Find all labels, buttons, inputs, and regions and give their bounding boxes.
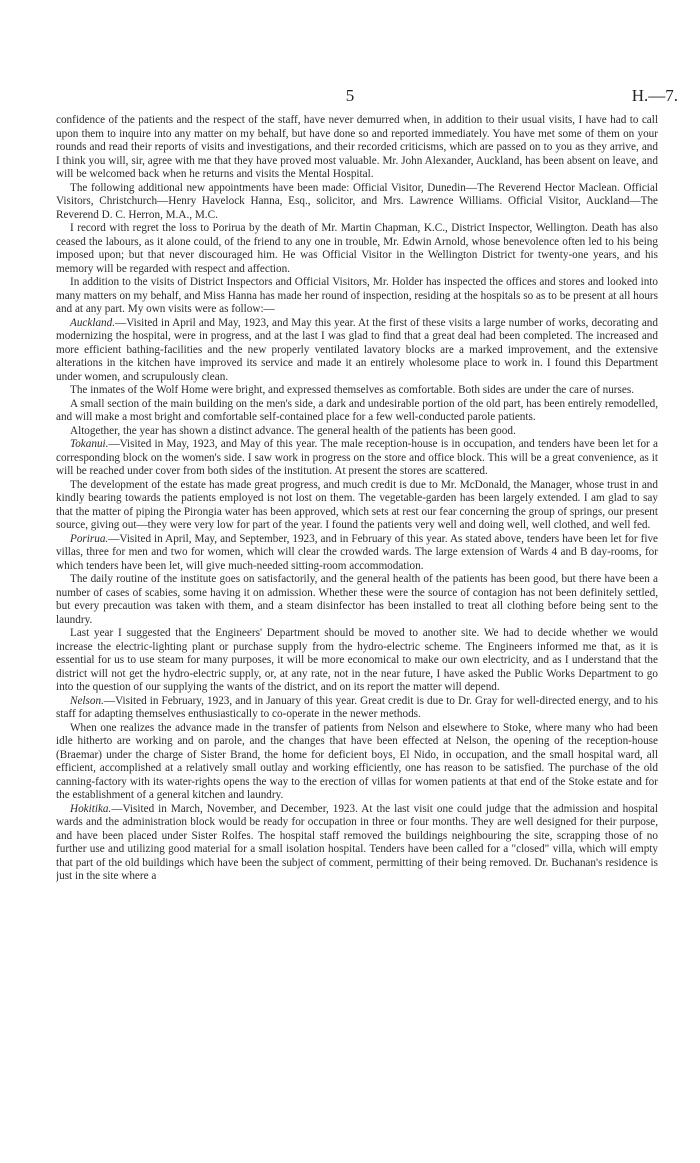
paragraph [56, 276, 658, 317]
paragraph-text: A small section of the main building on the men's side, a dark and undesirable portion of the old part, has been entirely remodelled, and will make a most bright and comfortable self-contained place for a few well-conducted parole patients. [56, 397, 658, 423]
paragraph [56, 695, 658, 722]
paragraph-text: The development of the estate has made great progress, and much credit is due to Mr. McDonald, the Manager, whose trust in and kindly bearing towards the patients employed is not lost on them. The vegetable-garden has been largely extended. I am glad to say that the matter of piping the Pirongia water has been approved, which sets at rest our fear concerning the group of springs, our present source, giving out—they were very low for part of the year. I found the patients very well and doing well, well clothed, and well fed. [56, 478, 658, 531]
paragraph-text: —Visited in May, 1923, and May of this year. The male reception-house is in occupation, and tenders have been let for a corresponding block on the women's side. I saw work in progress on the store and office block. This will be a great convenience, as it will be reached under cover from both sides of the institution. At present the stores are scattered. [56, 438, 658, 477]
paragraph-text: The inmates of the Wolf Home were bright, and expressed themselves as comfortable. Both sides are under the care of nurses. [70, 384, 634, 396]
paragraph [56, 398, 658, 425]
paragraph [56, 222, 658, 276]
section-heading: Auckland. [70, 316, 116, 329]
section-heading: Porirua. [70, 532, 109, 545]
paragraph [56, 479, 658, 533]
document-reference: H.—7. [631, 86, 678, 105]
section-heading: Hokitika. [70, 802, 112, 815]
paragraph [56, 384, 658, 398]
paragraph-text: Altogether, the year has shown a distinct advance. The general health of the patients has been good. [70, 424, 516, 437]
section-heading: Nelson. [70, 694, 104, 707]
paragraph [56, 114, 658, 182]
paragraph-text: In addition to the visits of District Inspectors and Official Visitors, Mr. Holder has inspected the offices and stores and looked into many matters on my behalf, and Miss Hanna has made her round of inspection, residing at the hospitals so as to be present at all hours and at any part. My own visits were as follow:— [56, 276, 658, 315]
paragraph-text: The following additional new appointments have been made: Official Visitor, Dunedin—The Reverend Hector Maclean. Official Visitors, Christchurch—Henry Havelock Hanna, Esq., solicitor, and Mrs. Lawrence Williams. Official Visitor, Auckland—The Reverend D. C. Herron, M.A., M.C. [56, 181, 658, 221]
paragraph [56, 722, 658, 803]
paragraph [56, 425, 658, 439]
paragraph-text: —Visited in April and May, 1923, and May this year. At the first of these visits a large number of works, decorating and modernizing the hospital, were in progress, and at the last I was glad to find that a great deal had been completed. The increased and more efficient bathing-facilities and the new properly ventilated lavatory blocks are a marked improvement, and the extensive alterations in the kitchen have improved its service and made it an entirely wholesome place to work in. I found this Department under women, and scrupulously clean. [56, 316, 658, 383]
paragraph-text: I record with regret the loss to Porirua by the death of Mr. Martin Chapman, K.C., District Inspector, Wellington. Death has also ceased the labours, as it alone could, of the friend to any one in trouble, Mr. Edwin Arnold, whose benevolence often led to his being imposed upon; but that never discouraged him. He was Official Visitor in the Wellington District for twenty-one years, and his memory will be regarded with respect and affection. [56, 222, 658, 275]
paragraph-text: —Visited in April, May, and September, 1923, and in February of this year. As stated above, tenders have been let for five villas, three for men and two for women, which will clear the crowded wards. The large extension of Wards 4 and B day-rooms, for which tenders have been let, will give much-needed sitting-room accommodation. [56, 532, 658, 572]
paragraph-text: Last year I suggested that the Engineers' Department should be moved to another site. We had to decide whether we would increase the electric-lighting plant or purchase supply from the hydro-electric scheme. The Engineers informed me that, as it is essential for us to use steam for many purposes, it will be more economical to make our own electricity, and as I understand that the district will not get the hydro-electric supply, or, at any rate, not in the near future, I have asked the Public Works Department to go into the question of our supplying the wants of the district, and on its report the matter will depend. [56, 627, 658, 693]
page-number: 5 [345, 86, 355, 105]
page-header [0, 86, 700, 106]
paragraph-text: confidence of the patients and the respect of the staff, have never demurred when, in addition to their usual visits, I have had to call upon them to inquire into any matter on my behalf, but have done so and reported immediately. You have met some of them on your rounds and read their reports of visits and investigations, and their recorded criticisms, which are passed on to you as they arrive, and I think you will, sir, agree with me that they have proved most valuable. Mr. John Alexander, Auckland, has been absent on leave, and will be welcomed back when he returns and visits the Mental Hospital. [56, 114, 658, 180]
paragraph-text: —Visited in February, 1923, and in January of this year. Great credit is due to Dr. Gray for well-directed energy, and to his staff for adapting themselves enthusiastically to co-operate in the newer methods. [56, 694, 658, 720]
paragraph [56, 803, 658, 884]
paragraph [56, 627, 658, 695]
paragraph [56, 573, 658, 627]
paragraph [56, 317, 658, 385]
paragraph-text: —Visited in March, November, and December, 1923. At the last visit one could judge that the admission and hospital wards and the administration block would be ready for occupation in three or four months. They are well designed for their purpose, and have been placed under Sister Rolfes. The hospital staff removed the buildings neighbouring the site, scrapping those of no further use and utilizing good material for a small isolation hospital. Tenders have been called for a "closed" villa, which will empty that part of the old buildings which have been the subject of comment, permitting of their being removed. Dr. Buchanan's residence is just in the site where a [56, 802, 658, 882]
paragraph [56, 182, 658, 223]
report-body [56, 114, 658, 1160]
paragraph-text: When one realizes the advance made in the transfer of patients from Nelson and elsewhere to Stoke, where many who had been idle hitherto are working and on parole, and the changes that have been effected at Nelson, the opening of the reception-house (Braemar) under the charge of Sister Brand, the home for deficient boys, El Nido, in occupation, and the small hospital ward, all efficient, accomplished at a relatively small outlay and working efficiently, one has reason to be satisfied. The purchase of the old canning-factory with its water-rights opens the way to the erection of villas for women patients at that end of the Stoke estate and for the establishment of a general kitchen and laundry. [56, 721, 658, 801]
section-heading: Tokanui. [70, 438, 109, 450]
paragraph [56, 438, 658, 479]
paragraph-text: The daily routine of the institute goes on satisfactorily, and the general health of the patients has been good, but there have been a number of cases of scabies, some having it on admission. Whether these were the source of contagion has not been definitely settled, but every precaution was taken with them, and a steam disinfector has been installed to treat all clothing before being sent to the laundry. [56, 573, 658, 626]
paragraph [56, 533, 658, 574]
